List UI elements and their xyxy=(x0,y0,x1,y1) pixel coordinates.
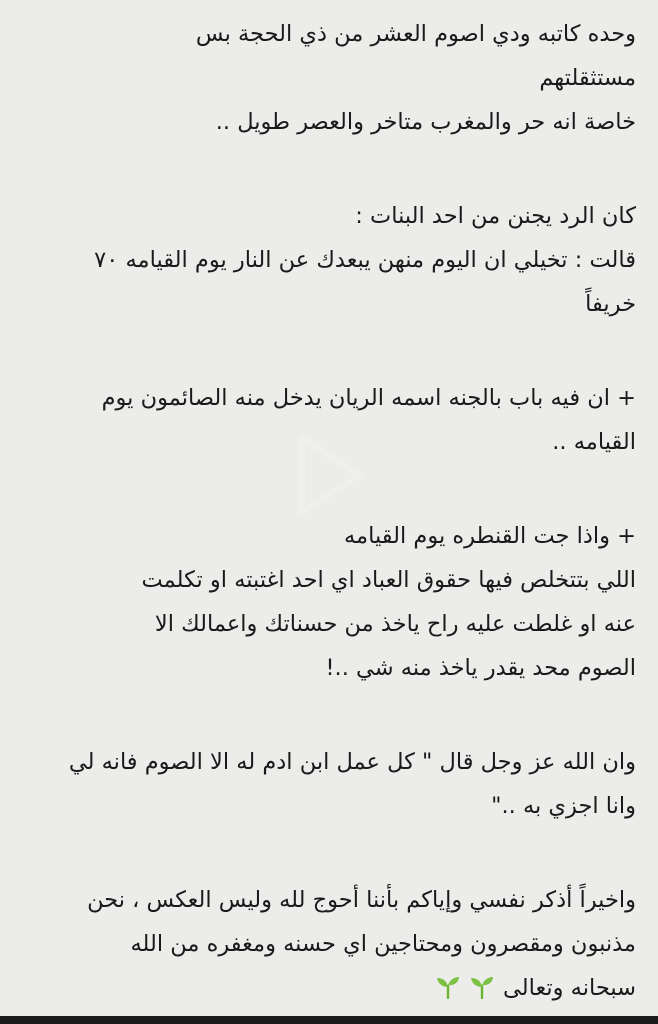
text-line: عنه او غلطت عليه راح ياخذ من حسناتك واعمالك الا xyxy=(154,611,636,637)
text-line: وان الله عز وجل قال " كل عمل ابن ادم له الا الصوم فانه لي xyxy=(68,749,636,775)
seedling-icon xyxy=(435,975,461,999)
paragraph-gap xyxy=(14,690,636,740)
text-line: واخيراً أذكر نفسي وإياكم بأننا أحوج لله وليس العكس ، نحن xyxy=(87,887,636,913)
paragraph-gap xyxy=(14,144,636,194)
text-line: مستثقلتهم xyxy=(539,65,636,91)
text-line: + واذا جت القنطره يوم القيامه xyxy=(343,523,636,549)
text-line: وحده كاتبه ودي اصوم العشر من ذي الحجة بس xyxy=(195,21,636,47)
text-line: وانا اجزي به .." xyxy=(491,793,636,819)
closing-line xyxy=(14,966,636,1010)
paragraph-gap xyxy=(14,828,636,878)
text-line: خاصة انه حر والمغرب متاخر والعصر طويل .. xyxy=(215,109,636,135)
text-line: القيامه .. xyxy=(552,429,636,455)
text-line: كان الرد يجنن من احد البنات : xyxy=(355,203,636,229)
text-line: + ان فيه باب بالجنه اسمه الريان يدخل منه الصائمون يوم xyxy=(101,385,636,411)
sprout-emojis xyxy=(427,970,495,1014)
text-line: الصوم محد يقدر ياخذ منه شي ..! xyxy=(325,655,636,681)
text-line: قالت : تخيلي ان اليوم منهن يبعدك عن النار يوم القيامه ٧٠ xyxy=(94,247,636,273)
paragraph-gap xyxy=(14,326,636,376)
bottom-edge-bar xyxy=(0,1016,658,1024)
seedling-icon xyxy=(469,975,495,999)
text-line: خريفاً xyxy=(585,291,636,317)
closing-text: سبحانه وتعالى xyxy=(503,975,636,1001)
text-line: مذنبون ومقصرون ومحتاجين اي حسنه ومغفره من الله xyxy=(130,931,636,957)
play-icon xyxy=(290,430,370,520)
text-line: اللي بتتخلص فيها حقوق العباد اي احد اغتبته او تكلمت xyxy=(141,567,636,593)
